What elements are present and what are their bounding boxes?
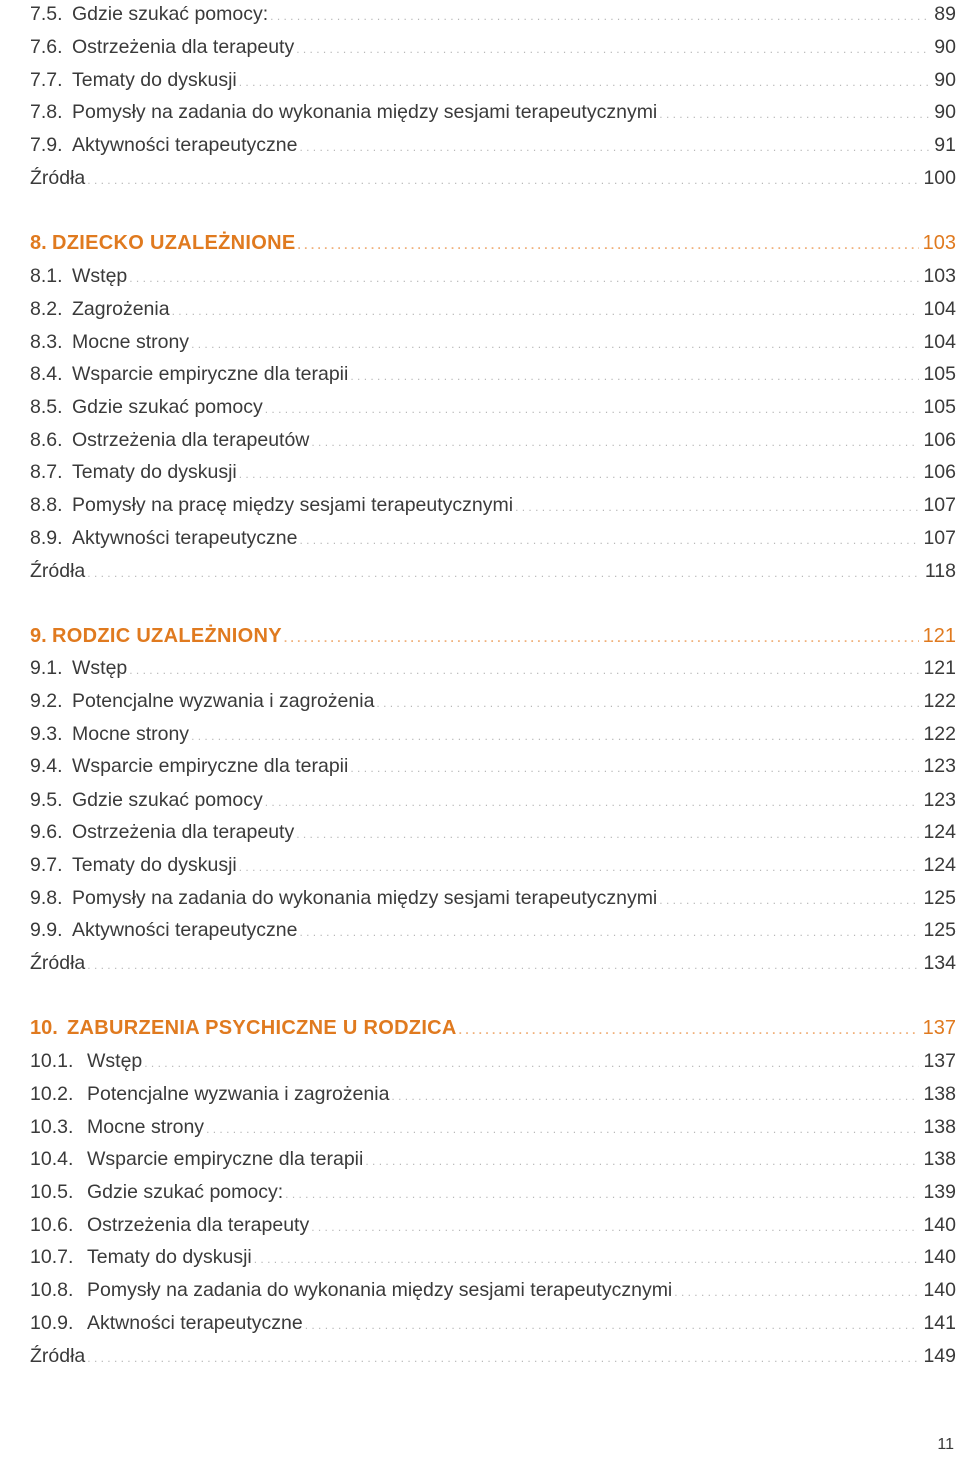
dot-leader (129, 263, 919, 293)
toc-entry[interactable] (30, 392, 956, 422)
toc-entry-number: 9.5. (30, 789, 63, 811)
dot-leader (299, 132, 930, 162)
toc-entry-number: 10.6. (30, 1214, 74, 1236)
toc-entry-page: 90 (934, 36, 956, 58)
toc-entry-title: Ostrzeżenia dla terapeutów (72, 429, 310, 451)
toc-entry-page: 122 (923, 690, 956, 712)
toc-entry-title: Potencjalne wyzwania i zagrożenia (72, 690, 375, 712)
toc-entry-page: 118 (924, 560, 956, 582)
toc-entry[interactable] (30, 1046, 956, 1076)
toc-entry[interactable] (30, 1177, 956, 1207)
toc-entry-title: Ostrzeżenia dla terapeuty (87, 1214, 310, 1236)
toc-entry[interactable] (30, 1275, 956, 1305)
toc-entry[interactable] (30, 32, 956, 62)
toc-entry-page: 107 (923, 527, 956, 549)
toc-entry-number: 7.5. (30, 3, 63, 25)
toc-entry[interactable] (30, 1210, 956, 1240)
toc-chapter-heading[interactable] (30, 228, 956, 258)
dot-leader (144, 1048, 919, 1078)
dot-leader (239, 852, 920, 882)
toc-entry[interactable] (30, 0, 956, 29)
toc-entry-number: 8.4. (30, 363, 63, 385)
dot-leader (674, 1277, 919, 1307)
toc-entry[interactable] (30, 1112, 956, 1142)
toc-entry[interactable] (30, 523, 956, 553)
toc-entry[interactable] (30, 817, 956, 847)
toc-entry[interactable] (30, 1242, 956, 1272)
toc-entry-title: Wsparcie empiryczne dla terapii (72, 363, 349, 385)
toc-entry-title: ZABURZENIA PSYCHICZNE U RODZICA (67, 1017, 457, 1039)
toc-entry-number: 10. (30, 1017, 58, 1039)
toc-entry-page: 121 (922, 625, 956, 647)
toc-entry-title: Gdzie szukać pomocy: (72, 3, 269, 25)
toc-entry-number: 7.8. (30, 101, 63, 123)
toc-entry-title: Tematy do dyskusji (87, 1246, 252, 1268)
toc-entry-number: 10.7. (30, 1246, 74, 1268)
dot-leader (284, 623, 919, 653)
toc-entry[interactable] (30, 130, 956, 160)
toc-entry-title: Gdzie szukać pomocy (72, 396, 263, 418)
dot-leader (265, 394, 920, 424)
toc-entry-page: 123 (923, 789, 956, 811)
dot-leader (270, 1, 930, 31)
toc-entry-page: 107 (923, 494, 956, 516)
toc-entry-number: 10.1. (30, 1050, 74, 1072)
dot-leader (265, 787, 920, 817)
toc-entry-title: Zagrożenia (72, 298, 170, 320)
toc-entry-page: 125 (923, 919, 956, 941)
dot-leader (659, 99, 930, 129)
toc-entry-number: 7.7. (30, 69, 63, 91)
toc-entry-page: 121 (923, 657, 956, 679)
toc-entry-page: 124 (923, 821, 956, 843)
toc-entry-title: Źródła (30, 952, 86, 974)
dot-leader (87, 558, 921, 588)
toc-entry-title: Mocne strony (72, 723, 190, 745)
toc-entry-title: Aktwności terapeutyczne (87, 1312, 303, 1334)
toc-entry-title: Tematy do dyskusji (72, 461, 237, 483)
toc-chapter-heading[interactable] (30, 621, 956, 651)
toc-entry[interactable] (30, 261, 956, 291)
toc-entry-title: Wstęp (72, 265, 128, 287)
toc-entry-page: 103 (922, 232, 956, 254)
toc-entry-page: 89 (934, 3, 956, 25)
toc-entry[interactable] (30, 883, 956, 913)
toc-entry-number: 8.9. (30, 527, 63, 549)
toc-entry-number: 9.6. (30, 821, 63, 843)
toc-entry-page: 104 (923, 298, 956, 320)
toc-entry-number: 9.9. (30, 919, 63, 941)
toc-entry-number: 9.2. (30, 690, 63, 712)
toc-entry[interactable] (30, 65, 956, 95)
toc-entry-number: 10.5. (30, 1181, 74, 1203)
toc-entry-number: 10.9. (30, 1312, 74, 1334)
toc-entry-page: 125 (923, 887, 956, 909)
toc-entry-page: 106 (923, 429, 956, 451)
toc-entry-number: 10.8. (30, 1279, 74, 1301)
toc-entry[interactable] (30, 359, 956, 389)
dot-leader (305, 1310, 920, 1340)
toc-entry-title: Potencjalne wyzwania i zagrożenia (87, 1083, 390, 1105)
dot-leader (206, 1114, 919, 1144)
toc-entry-page: 134 (923, 952, 956, 974)
toc-entry-page: 138 (923, 1148, 956, 1170)
toc-entry[interactable] (30, 719, 956, 749)
toc-entry[interactable] (30, 1144, 956, 1174)
toc-entry[interactable] (30, 1341, 956, 1371)
toc-entry-title: Tematy do dyskusji (72, 69, 237, 91)
toc-entry-title: Gdzie szukać pomocy: (87, 1181, 284, 1203)
toc-entry[interactable] (30, 785, 956, 815)
toc-entry[interactable] (30, 915, 956, 945)
toc-entry-title: Pomysły na zadania do wykonania między sesjami terapeutycznymi (87, 1279, 673, 1301)
dot-leader (311, 1212, 919, 1242)
dot-leader (296, 819, 919, 849)
toc-entry-title: Ostrzeżenia dla terapeuty (72, 36, 295, 58)
toc-entry[interactable] (30, 751, 956, 781)
toc-entry-page: 140 (923, 1279, 956, 1301)
dot-leader (299, 525, 919, 555)
toc-entry-title: DZIECKO UZALEŻNIONE (52, 232, 296, 254)
dot-leader (87, 165, 919, 195)
toc-entry-page: 106 (923, 461, 956, 483)
dot-leader (239, 67, 931, 97)
dot-leader (172, 296, 920, 326)
toc-entry-page: 140 (923, 1246, 956, 1268)
toc-entry-number: 10.4. (30, 1148, 74, 1170)
toc-entry-title: Mocne strony (87, 1116, 205, 1138)
toc-entry-title: Pomysły na zadania do wykonania między sesjami terapeutycznymi (72, 101, 658, 123)
toc-entry-number: 10.3. (30, 1116, 74, 1138)
toc-entry[interactable] (30, 948, 956, 978)
toc-entry-number: 10.2. (30, 1083, 74, 1105)
toc-entry-page: 90 (934, 69, 956, 91)
toc-entry-number: 9.4. (30, 755, 63, 777)
dot-leader (350, 753, 919, 783)
dot-leader (87, 1343, 919, 1373)
dot-leader (299, 917, 919, 947)
toc-entry-page: 104 (923, 331, 956, 353)
toc-entry-title: Gdzie szukać pomocy (72, 789, 263, 811)
toc-entry-number: 9.1. (30, 657, 63, 679)
toc-entry-number: 7.6. (30, 36, 63, 58)
toc-entry-number: 8. (30, 232, 47, 254)
toc-entry-title: Wsparcie empiryczne dla terapii (72, 755, 349, 777)
toc-entry-title: Aktywności terapeutyczne (72, 919, 298, 941)
toc-entry-number: 8.2. (30, 298, 63, 320)
dot-leader (129, 655, 919, 685)
toc-entry-page: 100 (923, 167, 956, 189)
toc-entry[interactable] (30, 1079, 956, 1109)
toc-entry[interactable] (30, 163, 956, 193)
dot-leader (311, 427, 919, 457)
dot-leader (515, 492, 919, 522)
dot-leader (239, 459, 920, 489)
toc-entry-title: Pomysły na zadania do wykonania między sesjami terapeutycznymi (72, 887, 658, 909)
toc-entry[interactable] (30, 850, 956, 880)
toc-entry-title: Źródła (30, 1345, 86, 1367)
toc-entry-number: 9.7. (30, 854, 63, 876)
toc-entry[interactable] (30, 327, 956, 357)
toc-entry-title: Mocne strony (72, 331, 190, 353)
toc-entry[interactable] (30, 556, 956, 586)
dot-leader (191, 329, 919, 359)
toc-entry[interactable] (30, 1308, 956, 1338)
dot-leader (296, 34, 930, 64)
toc-entry-page: 137 (922, 1017, 956, 1039)
toc-entry-page: 105 (923, 396, 956, 418)
toc-entry-page: 140 (923, 1214, 956, 1236)
toc-entry-number: 9. (30, 625, 47, 647)
dot-leader (285, 1179, 919, 1209)
toc-entry-title: Wsparcie empiryczne dla terapii (87, 1148, 364, 1170)
toc-entry-number: 8.6. (30, 429, 63, 451)
dot-leader (191, 721, 919, 751)
toc-entry-title: Ostrzeżenia dla terapeuty (72, 821, 295, 843)
toc-entry[interactable] (30, 686, 956, 716)
toc-entry[interactable] (30, 490, 956, 520)
toc-entry-page: 149 (923, 1345, 956, 1367)
toc-entry-number: 8.5. (30, 396, 63, 418)
toc-entry-title: Aktywności terapeutyczne (72, 527, 298, 549)
toc-entry-page: 138 (923, 1116, 956, 1138)
dot-leader (659, 885, 919, 915)
toc-entry-title: Tematy do dyskusji (72, 854, 237, 876)
toc-entry-page: 90 (934, 101, 956, 123)
page-number: 11 (937, 1436, 954, 1453)
toc-entry-page: 91 (934, 134, 956, 156)
toc-entry-page: 139 (923, 1181, 956, 1203)
toc-entry-page: 124 (923, 854, 956, 876)
toc-entry-title: Aktywności terapeutyczne (72, 134, 298, 156)
toc-entry-page: 105 (923, 363, 956, 385)
toc-entry-number: 8.1. (30, 265, 63, 287)
toc-entry[interactable] (30, 425, 956, 455)
dot-leader (391, 1081, 919, 1111)
dot-leader (365, 1146, 919, 1176)
toc-entry-page: 137 (923, 1050, 956, 1072)
toc-entry[interactable] (30, 294, 956, 324)
toc-entry-number: 9.3. (30, 723, 63, 745)
toc-entry-page: 122 (923, 723, 956, 745)
dot-leader (376, 688, 919, 718)
toc-entry-page: 103 (923, 265, 956, 287)
dot-leader (297, 230, 918, 260)
toc-entry-number: 9.8. (30, 887, 63, 909)
dot-leader (459, 1015, 919, 1045)
toc-entry-title: Źródła (30, 560, 86, 582)
dot-leader (87, 950, 919, 980)
dot-leader (350, 361, 919, 391)
toc-entry[interactable] (30, 653, 956, 683)
toc-entry[interactable] (30, 97, 956, 127)
toc-entry[interactable] (30, 457, 956, 487)
toc-entry-page: 138 (923, 1083, 956, 1105)
toc-entry-title: RODZIC UZALEŻNIONY (52, 625, 282, 647)
toc-entry-title: Źródła (30, 167, 86, 189)
toc-entry-number: 7.9. (30, 134, 63, 156)
toc-entry-title: Pomysły na pracę między sesjami terapeutycznymi (72, 494, 514, 516)
toc-entry-number: 8.7. (30, 461, 63, 483)
toc-entry-page: 123 (923, 755, 956, 777)
toc-entry-title: Wstęp (72, 657, 128, 679)
toc-entry-number: 8.3. (30, 331, 63, 353)
toc-entry-number: 8.8. (30, 494, 63, 516)
toc-chapter-heading[interactable] (30, 1013, 956, 1043)
toc-entry-title: Wstęp (87, 1050, 143, 1072)
toc-entry-page: 141 (923, 1312, 956, 1334)
dot-leader (254, 1244, 920, 1274)
